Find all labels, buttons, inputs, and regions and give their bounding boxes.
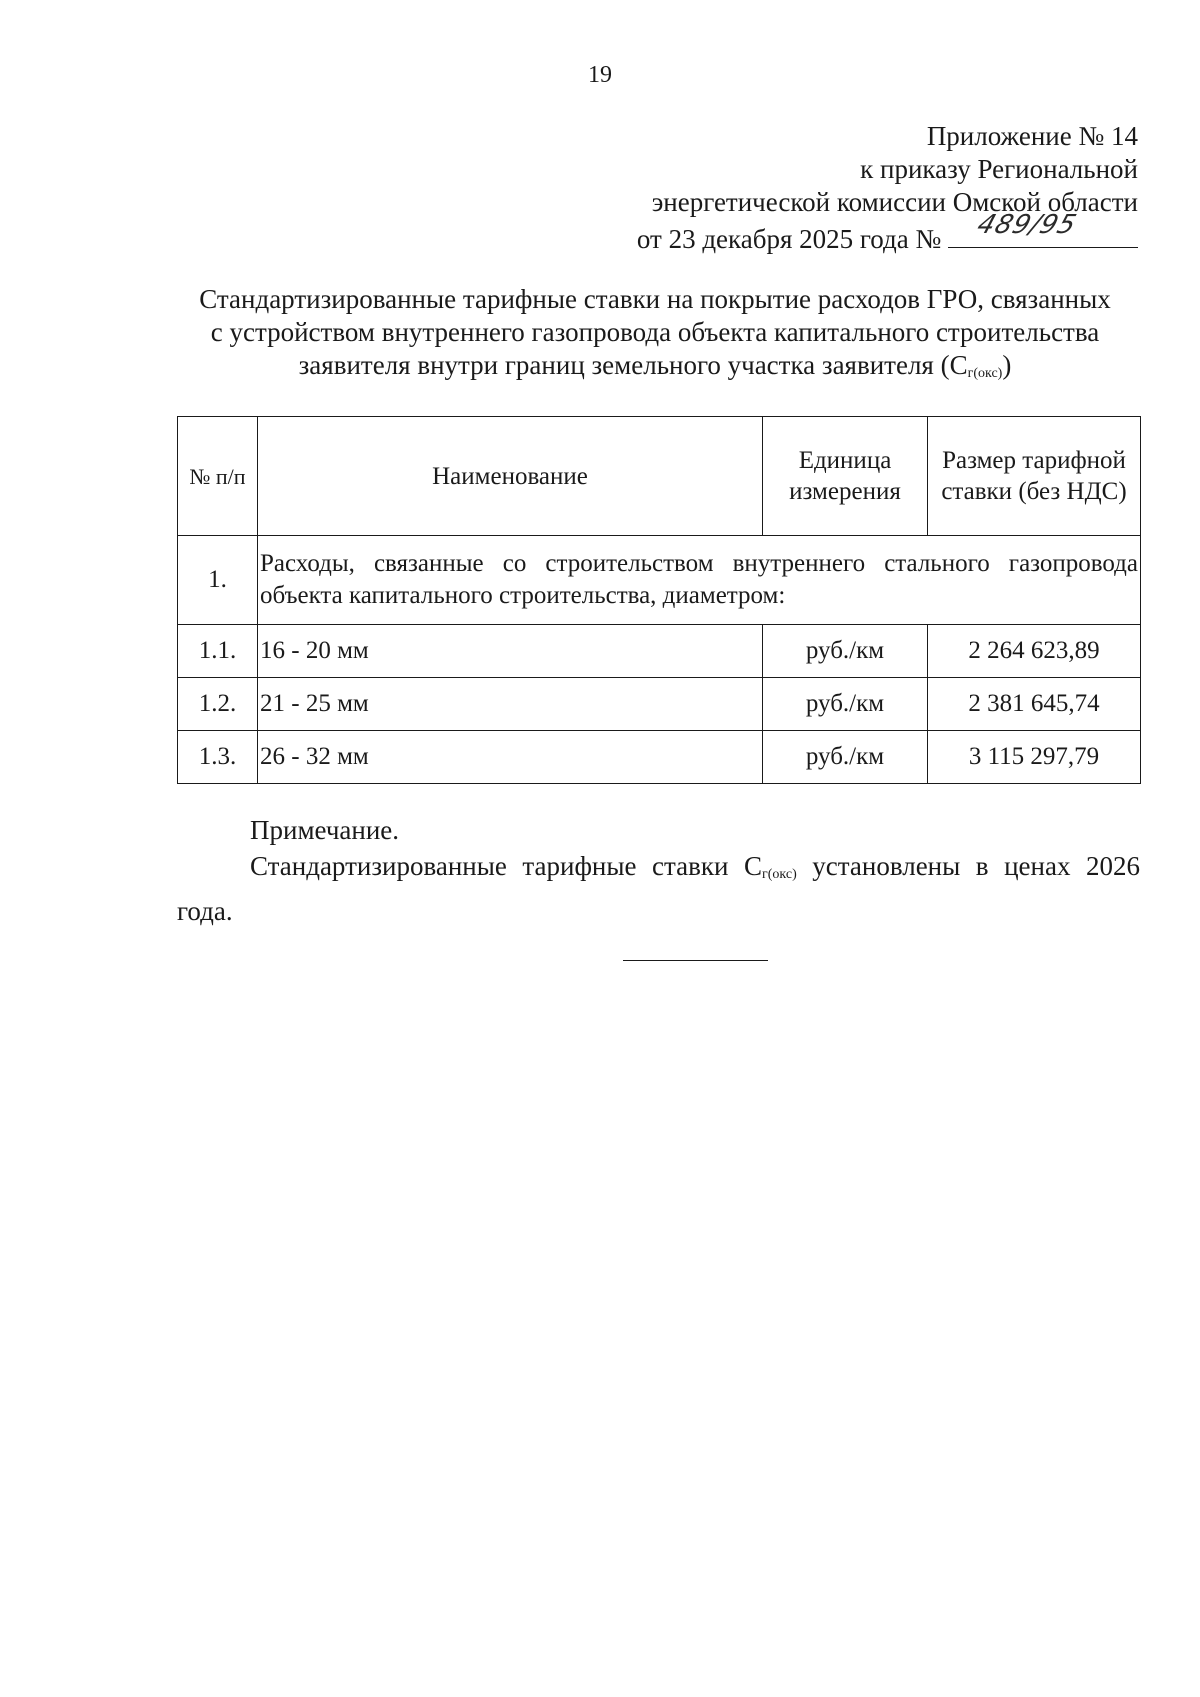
row-unit: руб./км bbox=[763, 625, 928, 678]
row-num: 1.3. bbox=[178, 731, 258, 784]
appendix-header bbox=[578, 120, 1138, 256]
header-rate: Размер тарифной ставки (без НДС) bbox=[928, 417, 1141, 536]
order-number-field bbox=[948, 210, 1138, 248]
header-name: Наименование bbox=[258, 417, 763, 536]
table-group-row bbox=[178, 536, 1141, 625]
title-line-1: Стандартизированные тарифные ставки на покрытие расходов ГРО, связанных bbox=[199, 284, 1111, 314]
row-name: 16 - 20 мм bbox=[258, 625, 763, 678]
row-unit: руб./км bbox=[763, 678, 928, 731]
title-line-3-text: заявителя внутри границ земельного участка заявителя (С bbox=[298, 350, 968, 380]
tariff-table bbox=[177, 416, 1141, 784]
appendix-number: Приложение № 14 bbox=[926, 121, 1138, 151]
header-unit: Единица измерения bbox=[763, 417, 928, 536]
table-header-row bbox=[178, 417, 1141, 536]
title-line-3 bbox=[170, 349, 1140, 390]
row-num: 1.1. bbox=[178, 625, 258, 678]
table-row bbox=[178, 678, 1141, 731]
table-row bbox=[178, 731, 1141, 784]
header-num: № п/п bbox=[178, 417, 258, 536]
group-description: Расходы, связанные со строительством внутреннего стального газопровода объекта капитального строительства, диаметром: bbox=[258, 536, 1141, 625]
row-num: 1.2. bbox=[178, 678, 258, 731]
table-row bbox=[178, 625, 1141, 678]
page-number: 19 bbox=[588, 62, 612, 88]
appendix-date-line bbox=[578, 210, 1138, 256]
note-text bbox=[177, 848, 1140, 929]
row-rate: 3 115 297,79 bbox=[928, 731, 1141, 784]
row-name: 26 - 32 мм bbox=[258, 731, 763, 784]
title-subscript: г(окс) bbox=[967, 366, 1003, 381]
title-line-3-close: ) bbox=[1002, 350, 1012, 380]
note-subscript: г(окс) bbox=[762, 867, 797, 882]
note-text-suffix: установлены в ценах 2026 года. bbox=[177, 851, 1140, 926]
row-name: 21 - 25 мм bbox=[258, 678, 763, 731]
appendix-commission: энергетической комиссии Омской области bbox=[651, 187, 1138, 217]
document-title bbox=[170, 283, 1140, 390]
note-text-prefix: Стандартизированные тарифные ставки С bbox=[250, 851, 763, 881]
row-rate: 2 381 645,74 bbox=[928, 678, 1141, 731]
row-rate: 2 264 623,89 bbox=[928, 625, 1141, 678]
row-unit: руб./км bbox=[763, 731, 928, 784]
order-number-handwritten: 489/95 bbox=[973, 210, 1081, 240]
end-divider bbox=[623, 960, 768, 961]
note-label: Примечание. bbox=[250, 815, 400, 845]
group-num: 1. bbox=[178, 536, 258, 625]
appendix-date: от 23 декабря 2025 года № bbox=[636, 224, 942, 254]
title-line-2: с устройством внутреннего газопровода объекта капитального строительства bbox=[210, 317, 1100, 347]
appendix-order-ref: к приказу Региональной bbox=[860, 154, 1138, 184]
